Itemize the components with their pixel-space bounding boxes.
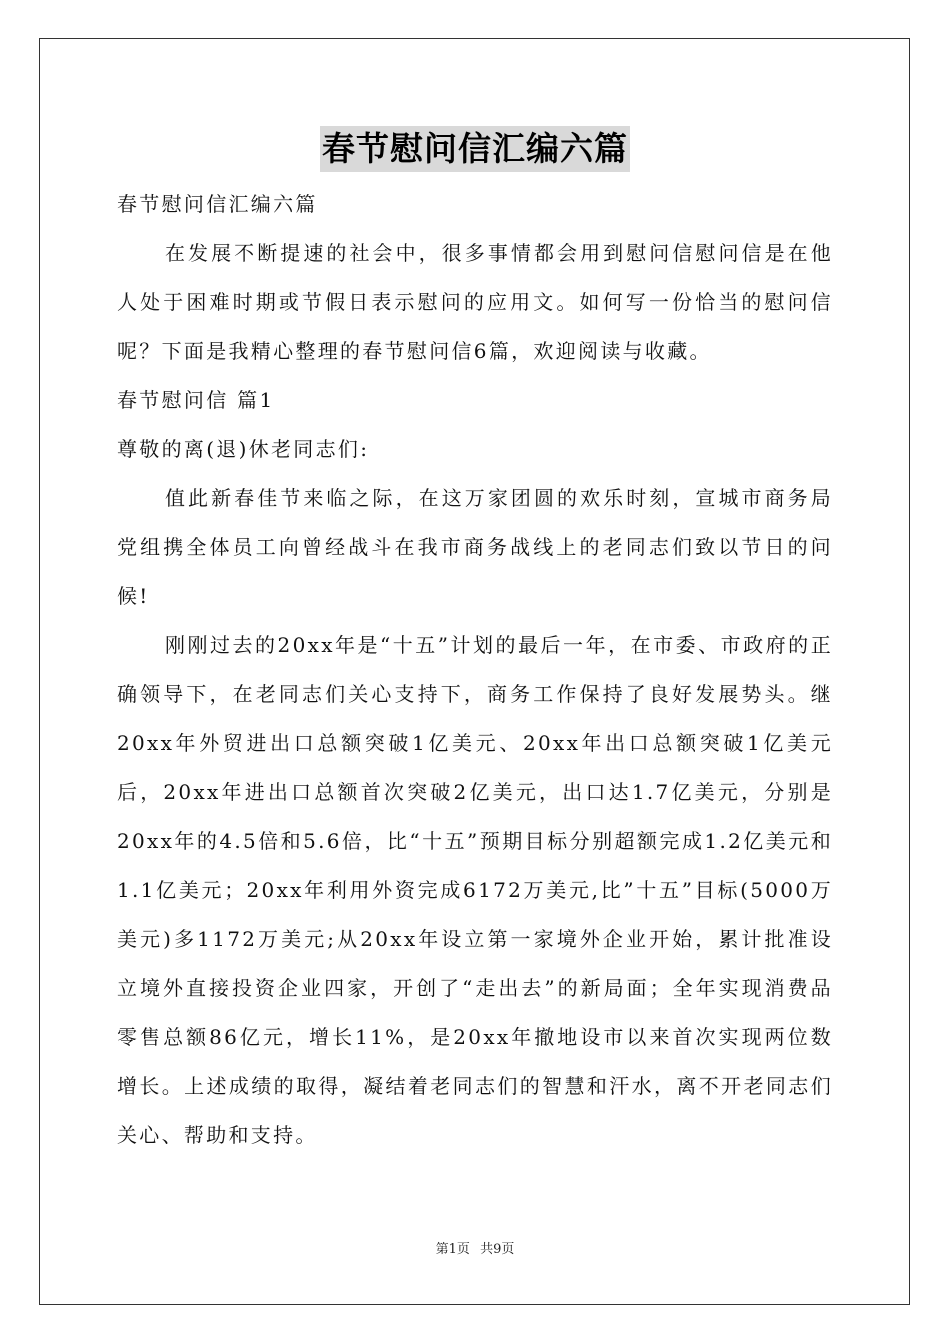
title-container [0, 126, 950, 172]
salutation: 尊敬的离(退)休老同志们: [117, 437, 370, 461]
page-footer [0, 1238, 950, 1257]
document-body [117, 180, 833, 1160]
body-paragraph: 刚刚过去的20xx年是“十五”计划的最后一年，在市委、市政府的正确领导下，在老同志们关心支持下，商务工作保持了良好发展势头。继20xx年外贸进出口总额突破1亿美元、20xx年出口总额突破1亿美元后，20xx年进出口总额首次突破2亿美元，出口达1.7亿美元，分别是20xx年的4.5倍和5.6倍，比“十五”预期目标分别超额完成1.2亿美元和1.1亿美元；20xx年利用外资完成6172万美元,比”十五”目标(5000万美元)多1172万美元;从20xx年设立第一家境外企业开始，累计批准设立境外直接投资企业四家，开创了“走出去”的新局面；全年实现消费品零售总额86亿元，增长11%，是20xx年撤地设市以来首次实现两位数增长。上述成绩的取得，凝结着老同志们的智慧和汗水，离不开老同志们关心、帮助和支持。 [117, 633, 833, 1147]
body-paragraph: 值此新春佳节来临之际，在这万家团圆的欢乐时刻，宣城市商务局党组携全体员工向曾经战斗在我市商务战线上的老同志们致以节日的问候! [117, 486, 833, 608]
document-title: 春节慰问信汇编六篇 [320, 126, 630, 172]
intro-paragraph: 在发展不断提速的社会中，很多事情都会用到慰问信慰问信是在他人处于困难时期或节假日表示慰问的应用文。如何写一份恰当的慰问信呢？下面是我精心整理的春节慰问信6篇，欢迎阅读与收藏。 [117, 241, 833, 363]
document-subtitle: 春节慰问信汇编六篇 [117, 192, 318, 216]
section-heading: 春节慰问信 篇1 [117, 388, 275, 412]
page-number: 第1页 [435, 1242, 470, 1257]
page-total: 共9页 [480, 1242, 515, 1257]
